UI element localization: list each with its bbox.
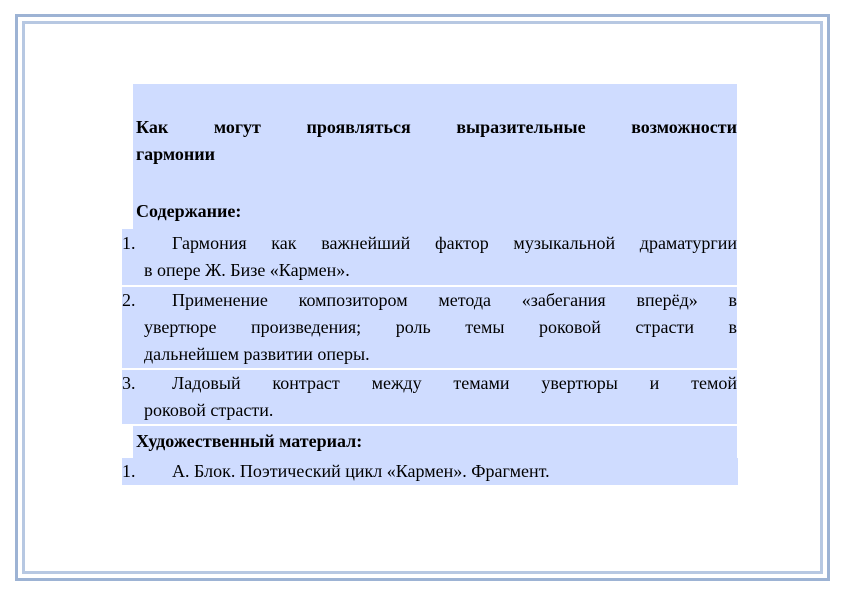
lesson-title-line1: Как могут проявляться выразительные возможности	[136, 117, 737, 137]
list-item-line: Ладовый контраст между темами увертюры и темой	[172, 373, 737, 393]
list-item-text	[144, 370, 737, 424]
list-item-line: роковой страсти.	[144, 400, 274, 420]
list-number: 1.	[122, 233, 136, 253]
contents-heading: Содержание:	[136, 201, 242, 221]
list-number: 1.	[122, 461, 136, 481]
list-item-line: дальнейшем развитии оперы.	[144, 344, 370, 364]
lesson-title-line2: гармонии	[136, 144, 216, 164]
list-item-text	[144, 458, 738, 485]
list-item-line: в опере Ж. Бизе «Кармен».	[144, 260, 350, 280]
contents-list-item	[122, 370, 737, 424]
material-heading: Художественный материал:	[136, 431, 363, 451]
material-heading-block	[133, 426, 737, 458]
list-item-text	[144, 230, 737, 285]
lesson-title	[133, 114, 737, 168]
list-number: 2.	[122, 290, 136, 310]
list-item-line: увертюре произведения; роль темы роковой страсти в	[144, 317, 737, 337]
list-item-line: Применение композитором метода «забегания вперёд» в	[172, 290, 737, 310]
contents-heading-block	[133, 195, 737, 229]
contents-list-item	[122, 287, 737, 368]
list-item-text	[144, 287, 737, 368]
contents-list-item	[122, 229, 737, 285]
list-item-line: Гармония как важнейший фактор музыкальной драматургии	[172, 233, 737, 253]
title-block	[133, 84, 737, 195]
list-number: 3.	[122, 373, 136, 393]
list-item-line: А. Блок. Поэтический цикл «Кармен». Фрагмент.	[172, 461, 550, 481]
material-list-item	[122, 458, 738, 485]
